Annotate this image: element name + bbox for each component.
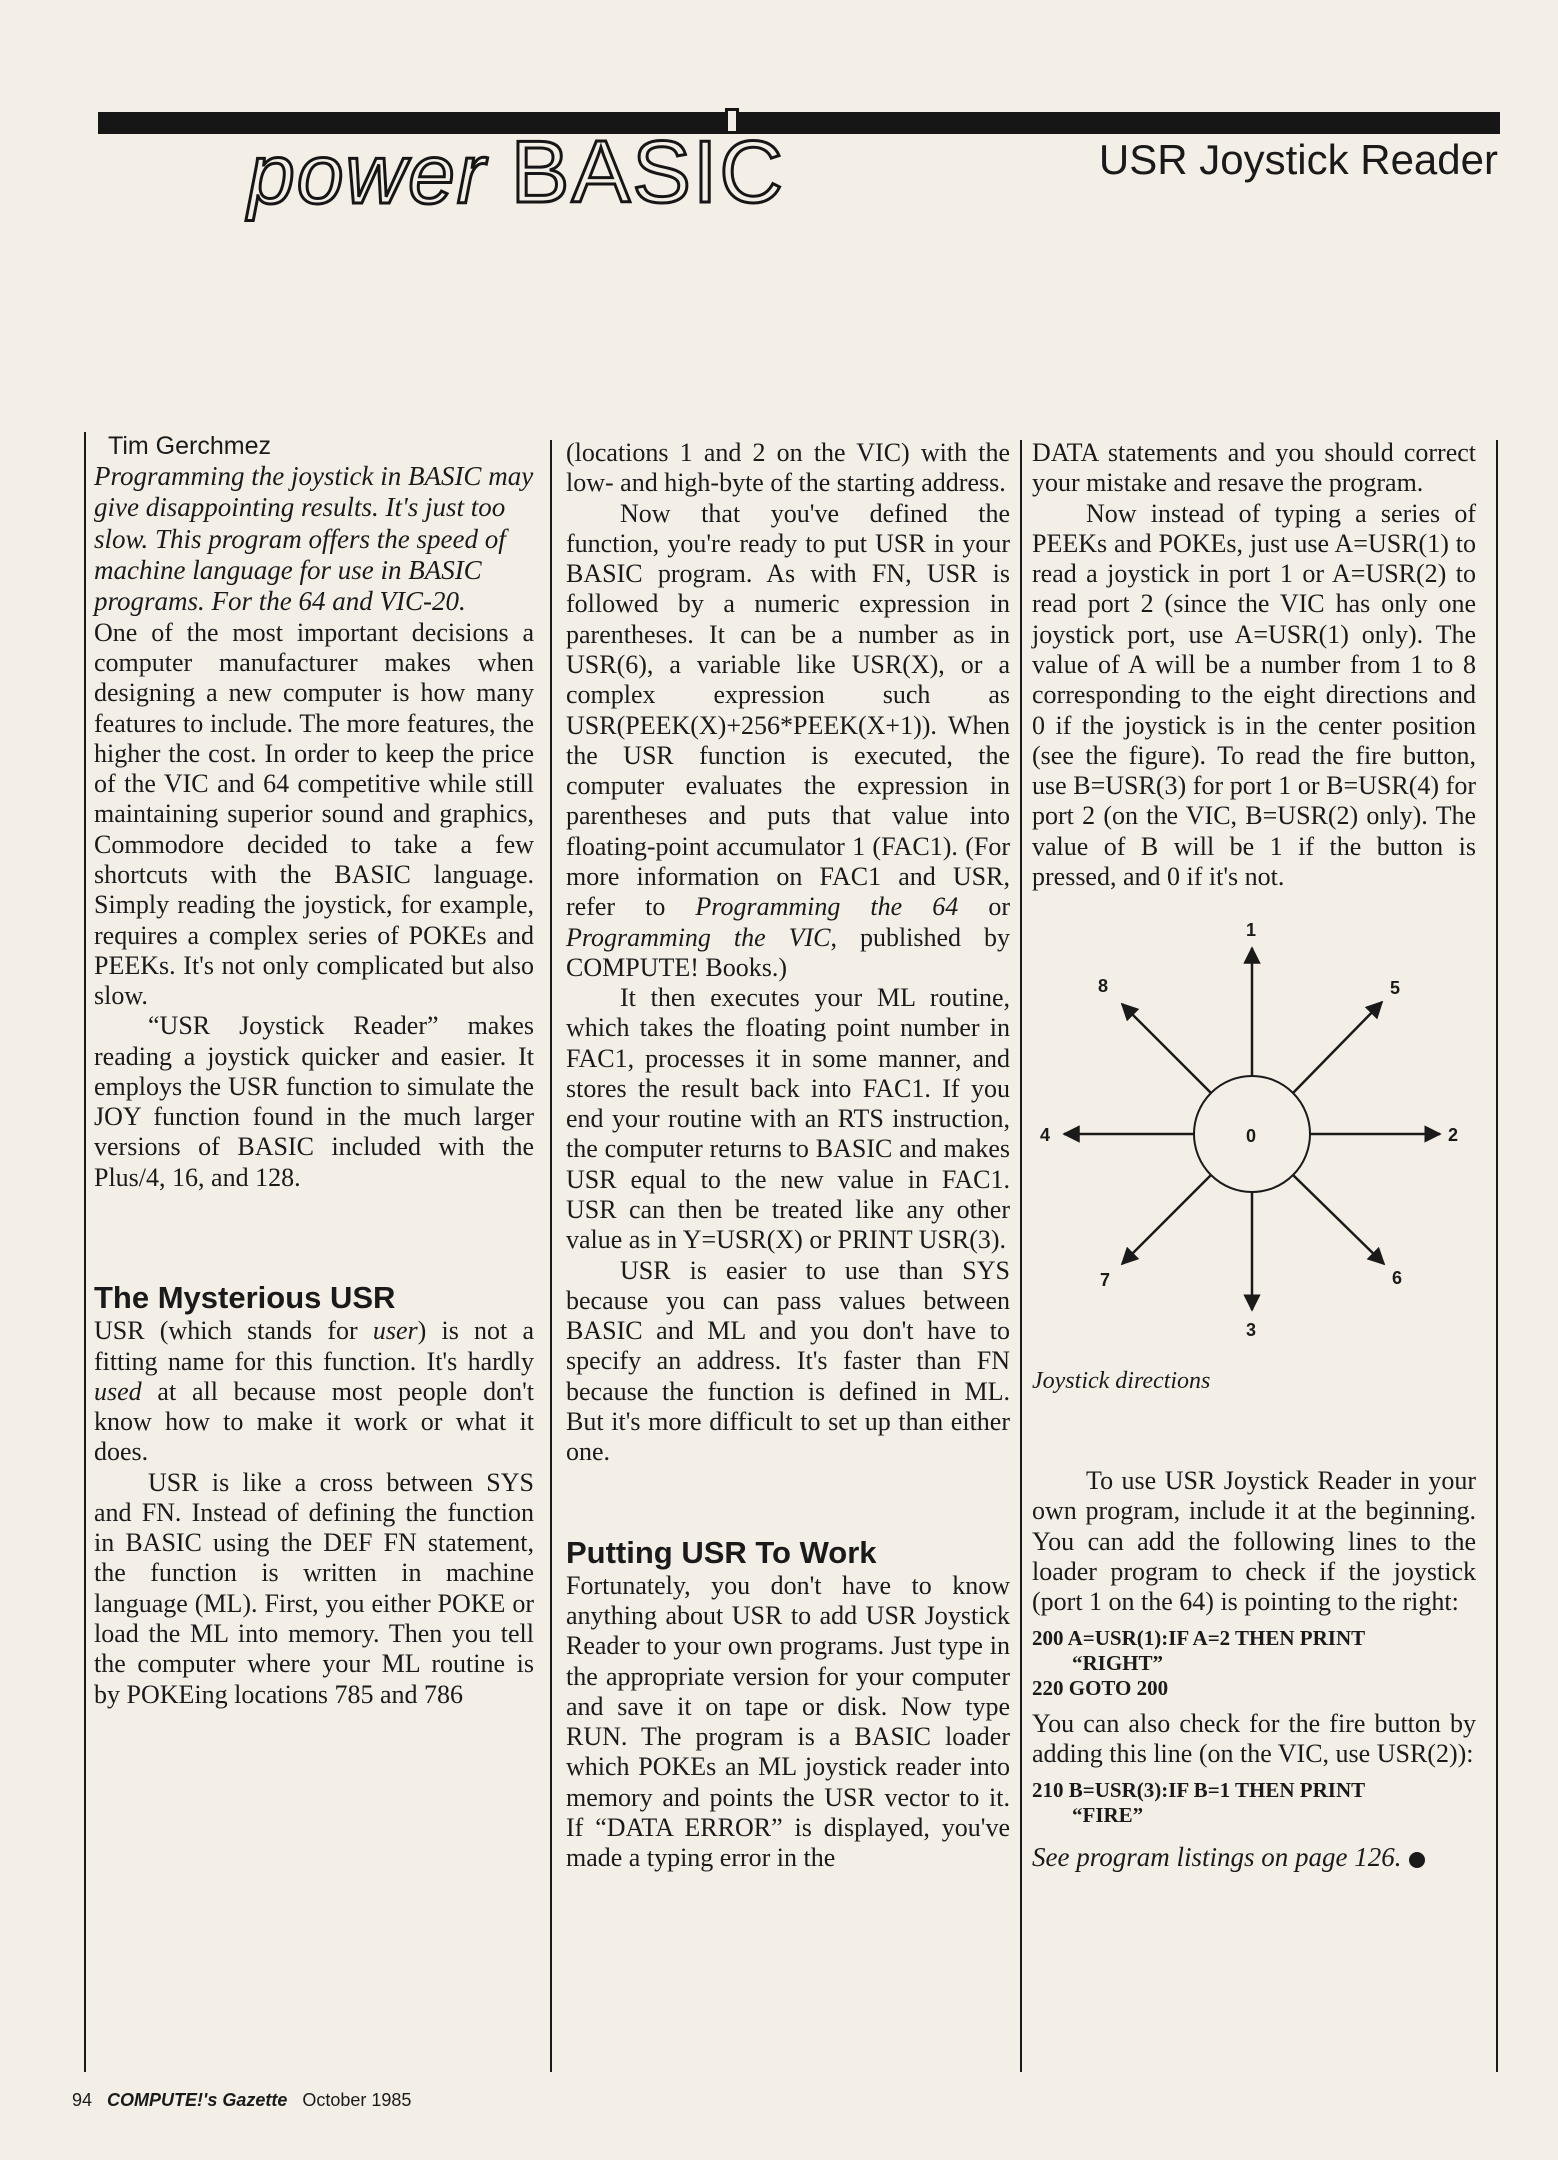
code-listing-2: 210 B=USR(3):IF B=1 THEN PRINT “FIRE” bbox=[1032, 1777, 1366, 1827]
paragraph: USR (which stands for user) is not a fitting name for this function. It's hardly used at all because most people don't know how to make it work or what it does. bbox=[94, 1316, 535, 1467]
code-listing-1: 200 A=USR(1):IF A=2 THEN PRINT “RIGHT” 220 GOTO 200 bbox=[1032, 1625, 1366, 1700]
column-rule-right bbox=[1496, 440, 1498, 2072]
label-center: 0 bbox=[1246, 1126, 1257, 1147]
section-heading-mysterious-usr: The Mysterious USR bbox=[94, 1280, 396, 1316]
joystick-directions-figure bbox=[1032, 912, 1476, 1362]
figure-caption: Joystick directions bbox=[1032, 1368, 1211, 1395]
column-rule-1 bbox=[550, 440, 552, 2072]
logo-basic-text: BASIC bbox=[510, 122, 785, 221]
label-upright: 5 bbox=[1390, 978, 1401, 999]
page-footer bbox=[72, 2090, 411, 2111]
column-1 bbox=[94, 420, 534, 1710]
column-rule-2 bbox=[1020, 440, 1022, 2072]
paragraph: USR is easier to use than SYS because you can pass values between BASIC and ML and you don't have to specify an address. It's faster than FN because the function is defined in ML. But it's more difficult to set up than either one. bbox=[566, 1255, 1010, 1467]
end-mark-icon bbox=[1409, 1852, 1425, 1868]
byline: Tim Gerchmez bbox=[108, 432, 271, 460]
paragraph: DATA statements and you should correct your mistake and resave the program. bbox=[1032, 438, 1476, 498]
arrow-downleft bbox=[1122, 1175, 1211, 1264]
label-down: 3 bbox=[1246, 1320, 1257, 1341]
intro-blurb: Programming the joystick in BASIC may give disappointing results. It's just too slow. This program offers the speed of machine language for use in BASIC programs. For the 64 and VIC-20. bbox=[94, 461, 534, 617]
column-2 bbox=[566, 420, 1010, 1874]
magazine-name: COMPUTE!'s Gazette bbox=[107, 2090, 288, 2110]
column-rule-left bbox=[84, 432, 86, 2072]
section-heading-putting-usr-to-work: Putting USR To Work bbox=[566, 1534, 877, 1570]
arrow-upleft bbox=[1122, 1004, 1211, 1093]
paragraph: Now instead of typing a series of PEEKs and POKEs, just use A=USR(1) to read a joystick in port 1 or A=USR(2) to read port 2 (since the VIC has only one joystick port, use A=USR(1) only). The value of A will be a number from 1 to 8 corresponding to the eight directions and 0 if the joystick is in the center position (see the figure). To read the fire button, use B=USR(3) for port 1 or B=USR(4) for port 2 (on the VIC, B=USR(2) only). The value of B will be 1 if the button is pressed, and 0 if it's not. bbox=[1032, 498, 1476, 891]
paragraph: Now that you've defined the function, you're ready to put USR in your BASIC program. As with FN, USR is followed by a numeric expression in parentheses. It can be a number as in USR(6), a variable like USR(X), or a complex expression such as USR(PEEK(X)+256*PEEK(X+1)). When the USR function is executed, the computer evaluates the expression in parentheses and puts that value into floating-point accumulator 1 (FAC1). (For more information on FAC1 and USR, refer to Programming the 64 or Programming the VIC, published by COMPUTE! Books.) bbox=[566, 498, 1010, 982]
page-number: 94 bbox=[72, 2090, 93, 2110]
paragraph: Fortunately, you don't have to know anything about USR to add USR Joystick Reader to your own programs. Just type in the appropriate version for your computer and save it on tape or disk. Now type RUN. The program is a BASIC loader which POKEs an ML joystick reader into memory and points the USR vector to it. If “DATA ERROR” is displayed, you've made a typing error in the bbox=[566, 1570, 1010, 1873]
label-left: 4 bbox=[1040, 1125, 1051, 1146]
paragraph: “USR Joystick Reader” makes reading a joystick quicker and easier. It employs the USR function to simulate the JOY function found in the much larger versions of BASIC included with the Plus/4, 16, and 128. bbox=[94, 1011, 534, 1192]
label-right: 2 bbox=[1448, 1125, 1459, 1146]
article-title: USR Joystick Reader bbox=[1098, 136, 1498, 183]
label-downright: 6 bbox=[1392, 1268, 1403, 1289]
arrow-upright bbox=[1293, 1002, 1382, 1093]
paragraph: To use USR Joystick Reader in your own program, include it at the beginning. You can add the following lines to the loader program to check if the joystick (port 1 on the 64) is pointing to the right: bbox=[1032, 1466, 1476, 1617]
logo-power-text: power bbox=[248, 127, 487, 221]
issue-date: October 1985 bbox=[302, 2090, 412, 2110]
paragraph: You can also check for the fire button by adding this line (on the VIC, use USR(2)): bbox=[1032, 1709, 1476, 1769]
paragraph: (locations 1 and 2 on the VIC) with the low- and high-byte of the starting address. bbox=[566, 438, 1010, 498]
label-up: 1 bbox=[1246, 920, 1257, 941]
paragraph: One of the most important decisions a computer manufacturer makes when designing a new computer is how many features to include. The more features, the higher the cost. In order to keep the price of the VIC and 64 competitive while still maintaining superior sound and graphics, Commodore decided to take a few shortcuts with the BASIC language. Simply reading the joystick, for example, requires a complex series of POKEs and PEEKs. It's not only complicated but also slow. bbox=[94, 617, 534, 1011]
paragraph: USR is like a cross between SYS and FN. Instead of defining the function in BASIC using the DEF FN statement, the function is written in machine language (ML). First, you either POKE or load the ML into memory. Then you tell the computer where your ML routine is by POKEing locations 785 and 786 bbox=[94, 1467, 534, 1709]
arrow-downright bbox=[1293, 1175, 1384, 1264]
column-3 bbox=[1032, 420, 1476, 1874]
power-basic-logo bbox=[248, 122, 785, 221]
label-upleft: 8 bbox=[1098, 976, 1109, 997]
see-listings-note: See program listings on page 126. bbox=[1032, 1842, 1476, 1873]
paragraph: It then executes your ML routine, which takes the floating point number in FAC1, processes it in some manner, and stores the result back into FAC1. If you end your routine with an RTS instruction, the computer returns to BASIC and makes USR equal to the new value in FAC1. USR can then be treated like any other value as in Y=USR(X) or PRINT USR(3). bbox=[566, 983, 1010, 1255]
label-downleft: 7 bbox=[1100, 1270, 1111, 1291]
